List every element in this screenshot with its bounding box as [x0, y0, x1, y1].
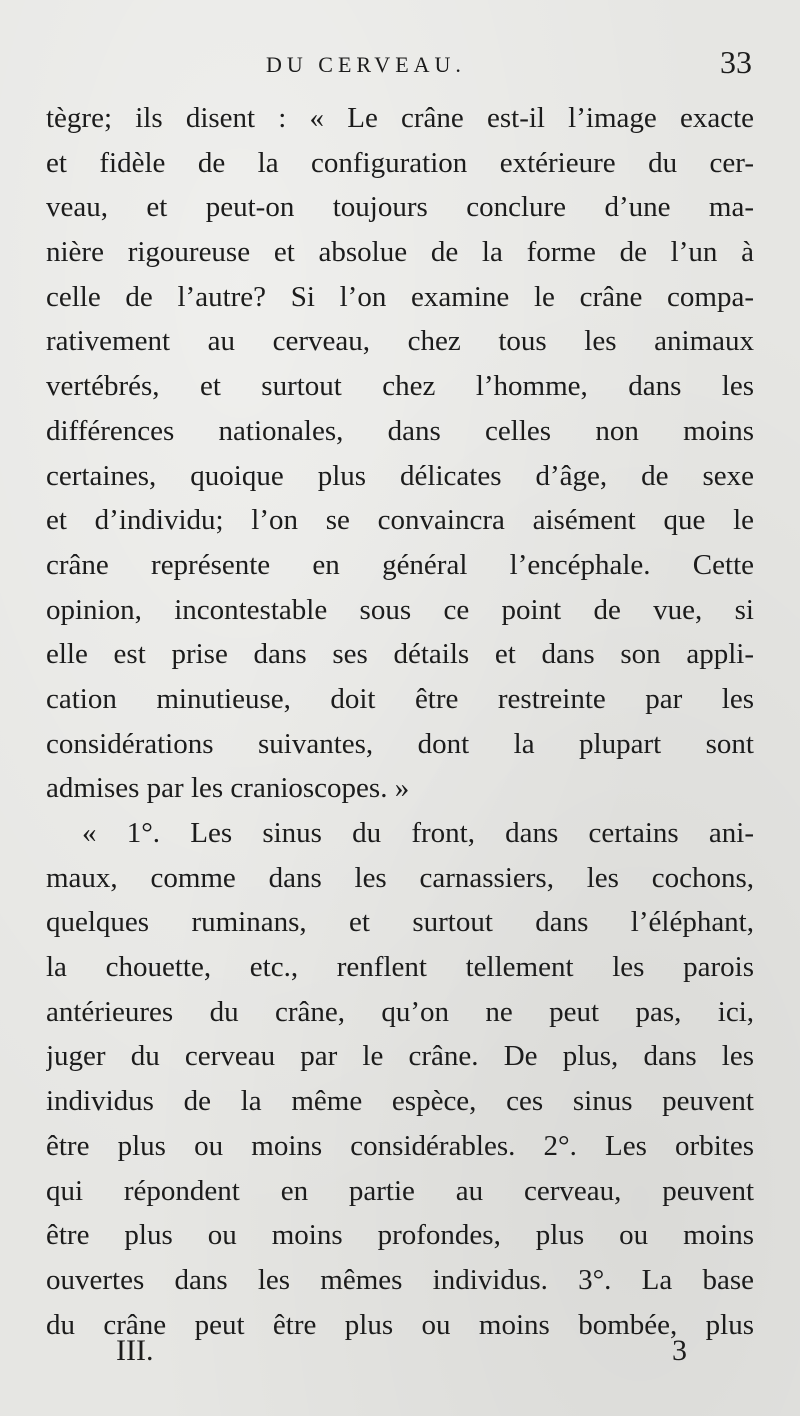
text-line: quelques ruminans, et surtout dans l’éléphant,	[46, 906, 754, 939]
volume-signature: III.	[116, 1334, 154, 1367]
text-line: veau, et peut-on toujours conclure d’une ma-	[46, 191, 754, 224]
text-line-paragraph-start: « 1°. Les sinus du front, dans certains ani-	[82, 817, 754, 849]
page-number: 33	[720, 44, 752, 80]
text-line: la chouette, etc., renflent tellement les parois	[46, 951, 754, 984]
text-line: être plus ou moins profondes, plus ou moins	[46, 1219, 754, 1252]
text-line: ouvertes dans les mêmes individus. 3°. La base	[46, 1263, 754, 1296]
text-line: elle est prise dans ses détails et dans son appli-	[46, 638, 754, 671]
running-head-title: DU CERVEAU.	[266, 52, 466, 77]
text-line: crâne représente en général l’encéphale. Cette	[46, 548, 754, 581]
page-footer	[0, 1334, 800, 1384]
text-line: individus de la même espèce, ces sinus peuvent	[46, 1085, 754, 1118]
text-line: nière rigoureuse et absolue de la forme de l’un à	[46, 236, 754, 269]
text-line: opinion, incontestable sous ce point de vue, si	[46, 593, 754, 626]
text-line: vertébrés, et surtout chez l’homme, dans les	[46, 370, 754, 403]
text-line: celle de l’autre? Si l’on examine le crâne compa-	[46, 280, 754, 313]
running-head	[0, 44, 800, 84]
text-line: rativement au cerveau, chez tous les animaux	[46, 325, 754, 358]
text-line: antérieures du crâne, qu’on ne peut pas, ici,	[46, 995, 754, 1028]
sheet-number: 3	[672, 1334, 687, 1367]
text-line: tègre; ils disent : « Le crâne est-il l’image exacte	[46, 102, 754, 134]
text-line: cation minutieuse, doit être restreinte par les	[46, 682, 754, 715]
text-line-paragraph-end: admises par les cranioscopes. »	[46, 772, 410, 805]
text-line: et d’individu; l’on se convaincra aisément que le	[46, 504, 754, 537]
text-line: différences nationales, dans celles non moins	[46, 414, 754, 447]
body-text	[46, 96, 754, 1347]
text-line: certaines, quoique plus délicates d’âge, de sexe	[46, 459, 754, 492]
text-line: juger du cerveau par le crâne. De plus, dans les	[46, 1040, 754, 1073]
text-line: être plus ou moins considérables. 2°. Les orbites	[46, 1129, 754, 1162]
text-line: et fidèle de la configuration extérieure du cer-	[46, 146, 754, 179]
text-line: du crâne peut être plus ou moins bombée, plus	[46, 1308, 754, 1341]
text-line: qui répondent en partie au cerveau, peuvent	[46, 1174, 754, 1207]
text-line: maux, comme dans les carnassiers, les cochons,	[46, 861, 754, 894]
text-line: considérations suivantes, dont la plupart sont	[46, 727, 754, 760]
